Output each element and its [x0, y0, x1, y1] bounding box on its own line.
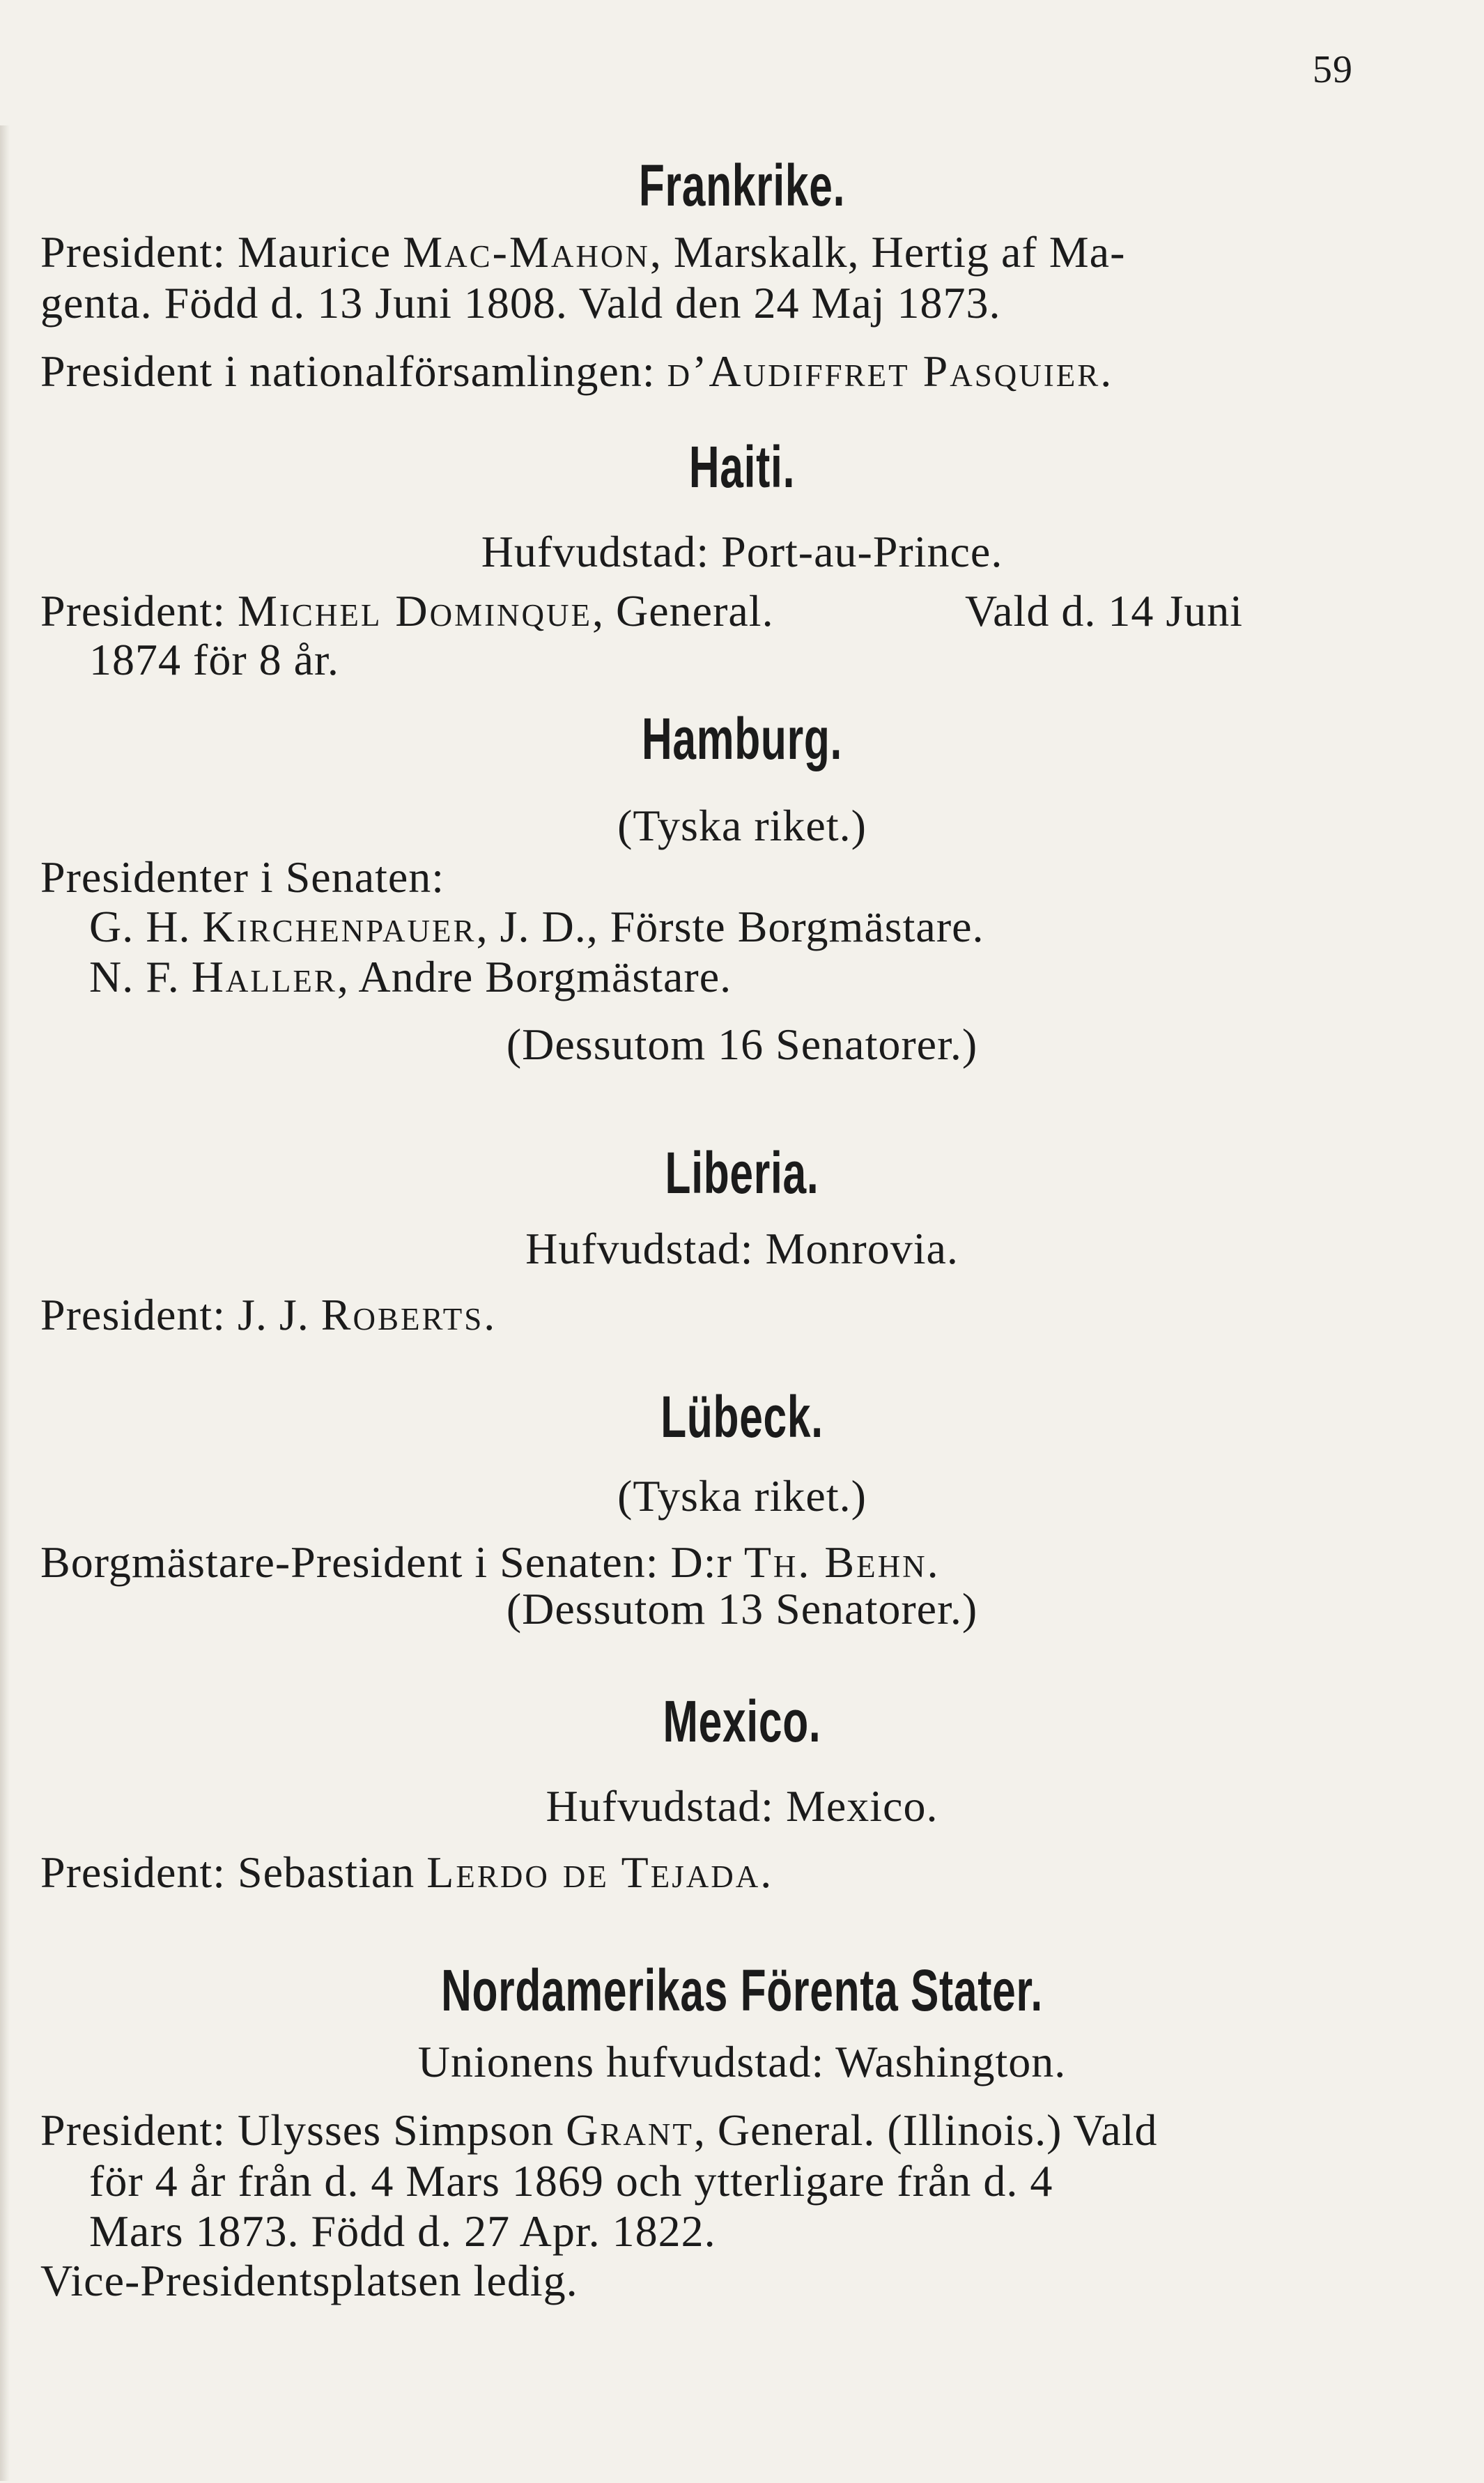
haiti-line-1-right: Vald d. 14 Juni	[965, 586, 1243, 636]
page-gutter-shadow	[0, 125, 10, 2481]
frankrike-line-1: President: Maurice Mac-Mahon, Marskalk, Hertig af Ma-	[40, 227, 1126, 277]
hamburg-subtitle: (Tyska riket.)	[617, 801, 867, 850]
page-number: 59	[1313, 48, 1353, 91]
frankrike-line-2: genta. Född d. 13 Juni 1808. Vald den 24 Maj 1873.	[40, 278, 1001, 328]
lubeck-subtitle: (Tyska riket.)	[617, 1471, 867, 1521]
heading-hamburg: Hamburg.	[641, 706, 843, 771]
usa-capital: Unionens hufvudstad: Washington.	[417, 2037, 1067, 2086]
heading-frankrike: Frankrike.	[638, 153, 846, 218]
lubeck-line-2: (Dessutom 13 Senatorer.)	[506, 1584, 978, 1633]
mexico-capital: Hufvudstad: Mexico.	[546, 1781, 938, 1831]
mexico-line-1: President: Sebastian Lerdo de Tejada.	[40, 1847, 773, 1897]
heading-haiti: Haiti.	[688, 434, 796, 500]
hamburg-line-4: (Dessutom 16 Senatorer.)	[506, 1020, 978, 1069]
haiti-capital: Hufvudstad: Port-au-Prince.	[481, 527, 1003, 576]
hamburg-line-2: G. H. Kirchenpauer, J. D., Förste Borgmästare.	[89, 902, 984, 951]
hamburg-line-1: Presidenter i Senaten:	[40, 852, 445, 902]
haiti-line-2: 1874 för 8 år.	[89, 635, 339, 684]
hamburg-line-3: N. F. Haller, Andre Borgmästare.	[89, 952, 732, 1001]
liberia-line-1: President: J. J. Roberts.	[40, 1290, 496, 1339]
heading-mexico: Mexico.	[663, 1689, 821, 1754]
usa-line-1: President: Ulysses Simpson Grant, General. (Illinois.) Vald	[40, 2105, 1158, 2155]
frankrike-line-3: President i nationalförsamlingen: d’Audiffret Pasquier.	[40, 346, 1113, 396]
usa-line-3: Mars 1873. Född d. 27 Apr. 1822.	[89, 2206, 716, 2256]
heading-usa: Nordamerikas Förenta Stater.	[441, 1958, 1043, 2023]
usa-line-2: för 4 år från d. 4 Mars 1869 och ytterligare från d. 4	[89, 2156, 1053, 2206]
haiti-line-1: President: Michel Dominque, General.	[40, 586, 774, 636]
liberia-capital: Hufvudstad: Monrovia.	[525, 1224, 959, 1273]
lubeck-line-1: Borgmästare-President i Senaten: D:r Th. Behn.	[40, 1537, 939, 1587]
usa-line-4: Vice-Presidentsplatsen ledig.	[40, 2256, 578, 2305]
heading-lubeck: Lübeck.	[660, 1384, 824, 1450]
heading-liberia: Liberia.	[665, 1140, 819, 1206]
